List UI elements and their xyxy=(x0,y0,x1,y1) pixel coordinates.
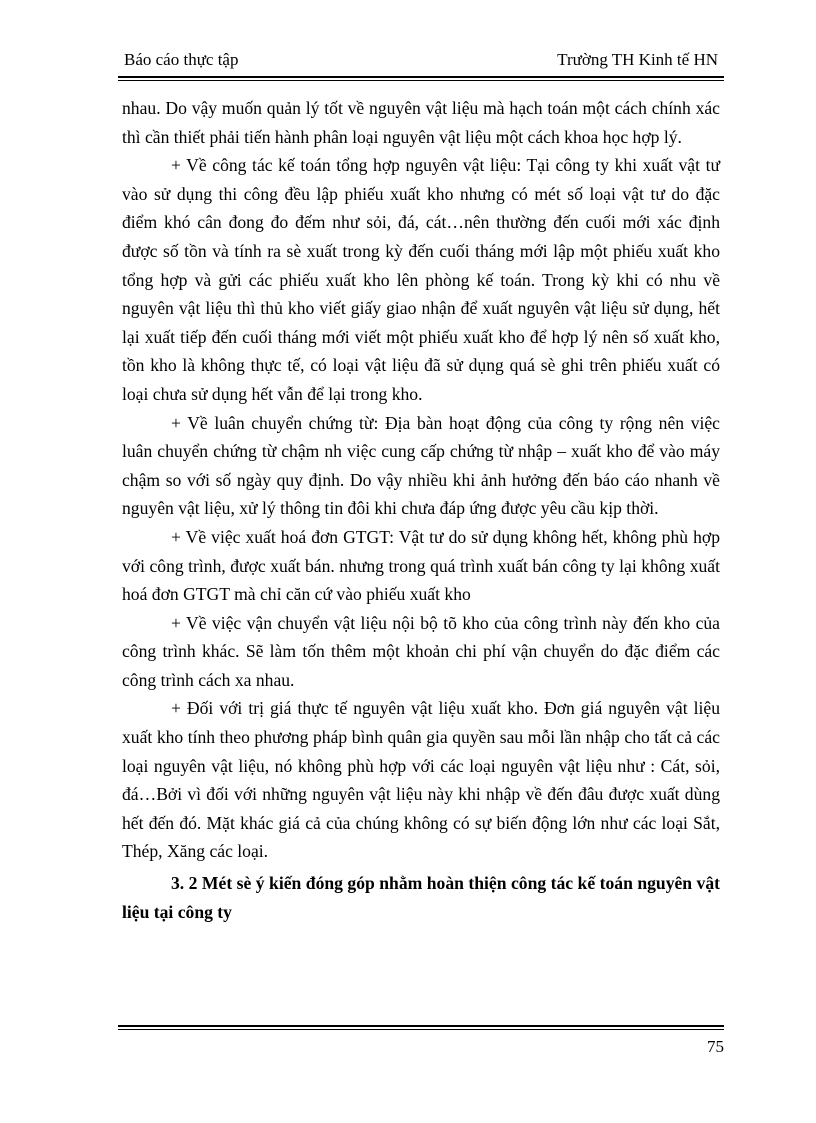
header-school-name: Trường TH Kinh tế HN xyxy=(557,50,718,69)
header-report-title: Báo cáo thực tập xyxy=(124,50,239,69)
body-paragraph-general-accounting: + Về công tác kế toán tổng hợp nguyên vật liệu: Tại công ty khi xuất vật tư vào sử dụng thi công đều lập phiếu xuất kho nhưng có mét số loại vật tư do đặc điểm khó cân đong đo đếm như sỏi, đá, cát…nên thường đến cuối mới xác định được số tồn và tính ra sè xuất trong kỳ đến cuối tháng mới lập một phiếu xuất kho tổng hợp và gửi các phiếu xuất kho lên phòng kế toán. Trong kỳ khi có nhu về nguyên vật liệu thì thủ kho viết giấy giao nhận để xuất nguyên vật liệu sử dụng, hết lại xuất tiếp đến cuối tháng mới viết một phiếu xuất kho để hợp lý nên số xuất kho, tồn kho là không thực tế, có loại vật liệu đã sử dụng quá sè ghi trên phiếu xuất có loại chưa sử dụng hết vẫn để lại trong kho. xyxy=(122,155,720,404)
footer-divider xyxy=(118,1025,724,1030)
body-paragraph-vat-invoice: + Về việc xuất hoá đơn GTGT: Vật tư do sử dụng không hết, không phù hợp với công trình, được xuất bán. nhưng trong quá trình xuất bán công ty lại không xuất hoá đơn GTGT mà chỉ căn cứ vào phiếu xuất kho xyxy=(122,526,720,605)
section-heading: 3. 2 Mét sè ý kiến đóng góp nhằm hoàn thiện công tác kế toán nguyên vật liệu tại công ty xyxy=(122,873,720,922)
header-divider xyxy=(118,76,724,81)
body-paragraph-continuation: nhau. Do vậy muốn quản lý tốt về nguyên vật liệu mà hạch toán một cách chính xác thì cần thiết phải tiến hành phân loại nguyên vật liệu một cách khoa học hợp lý. xyxy=(122,98,720,147)
page-number: 75 xyxy=(707,1037,724,1056)
body-paragraph-internal-transport: + Về việc vận chuyển vật liệu nội bộ tõ kho của công trình này đến kho của công trình khác. Sẽ làm tốn thêm một khoản chi phí vận chuyển do đặc điểm các công trình cách xa nhau. xyxy=(122,612,720,690)
page-body xyxy=(122,94,720,926)
page-header xyxy=(118,49,724,73)
body-paragraph-material-valuation: + Đối với trị giá thực tế nguyên vật liệu xuất kho. Đơn giá nguyên vật liệu xuất kho tính theo phương pháp bình quân gia quyền sau mỗi lần nhập cho tất cả các loại nguyên vật liệu, nó không phù hợp với các loại nguyên vật liệu như : Cát, sỏi, đá…Bởi vì đối với những nguyên vật liệu này khi nhập về đến đâu được xuất dùng hết đến đó. Mặt khác giá cả của chúng không có sự biến động lớn như các loại Sắt, Thép, Xăng các loại. xyxy=(122,698,720,862)
body-paragraph-document-circulation: + Về luân chuyển chứng từ: Địa bàn hoạt động của công ty rộng nên việc luân chuyển chứng từ chậm nh việc cung cấp chứng từ nhập – xuất kho để vào máy chậm so với số ngày quy định. Do vậy nhiều khi ảnh hưởng đến báo cáo nhanh về nguyên vật liệu, xử lý thông tin đôi khi chưa đáp ứng được yêu cầu kịp thời. xyxy=(122,412,720,519)
